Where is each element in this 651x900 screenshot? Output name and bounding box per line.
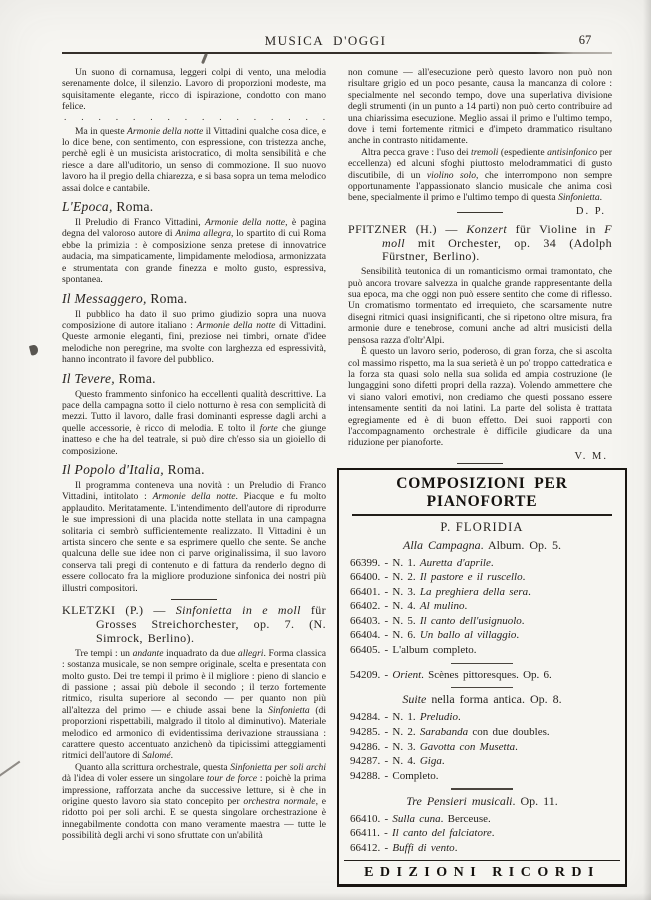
scan-edge-shading (0, 893, 651, 900)
paragraph-pfitzner-1: Sensibilità teutonica di un romanticismo ormai tramontato, che può ancora trovare salvezza in qualche grande rappresentante della sua epoca, ma che oggi non può essere sentito che come di riflesso. Un cromatismo tormentato ed irrequieto, che scarsamente nutre disegni ritmici quasi insignificanti, che si ripetono oltre misura, fra armonie dure e tenebrose, comuni anche ad altri musicisti della pensosa razza d'oltr'Alpi. (348, 266, 612, 346)
paragraph-messaggero: Il pubblico ha dato il suo primo giudizio sopra una nuova composizione di autore italiano : Armonie della notte di Vittadini. Queste armonie eleganti, fini, preziose nei timbri, ornate d'idee melodiche non peregrine, ma svolte con larghezza ed espressività, hanno incontrato il favore del pubblico. (62, 308, 327, 366)
ad-album-heading: Alla Campagna. Album. Op. 5. (402, 537, 561, 552)
left-column (62, 67, 326, 842)
ad-divider-rule (451, 687, 513, 688)
catalog-item: 94285. - N. 2. Sarabanda con due doubles. (350, 726, 550, 739)
catalog-item: 94286. - N. 3. Gavotta con Musetta. (350, 740, 518, 753)
advertisement-box (337, 468, 627, 887)
paragraph-kletzki-1: Tre tempi : un andante inquadrato da due allegri. Forma classica : sostanza musicale, se non sempre originale, scelta e presentata con molto gusto. Dei tre tempi il primo è il migliore : pieno di slancio e di passione ; assai più debole il secondo ; il terzo fortemente ritmico, risulta superiore al secondo — per quanto non più all'altezza del primo — e chiude assai bene la Sinfonietta (di proporzioni rispettabili, malgrado il titolo al diminutivo). Materiale melodico ed armonico di evidentissima derivazione straussiana : carattere questo accentuato anzichenò da tipicissimi atteggiamenti ritmici dell'autore di Salomé. (62, 647, 326, 762)
section-heading-messaggero: Il Messaggero, Roma. (62, 290, 188, 306)
reviewer-initials-dp: D. P. (575, 205, 606, 217)
journal-title: MUSICA D'OGGI (264, 33, 387, 48)
publisher-name: EDIZIONI RICORDI (344, 860, 620, 884)
scan-edge-shading (643, 0, 651, 900)
reviewer-initials-vm: V. M. (574, 450, 608, 462)
catalog-item: 94288. - Completo. (350, 769, 439, 782)
catalog-item: 66411. - Il canto del falciatore. (350, 827, 495, 840)
catalog-item: 54209. - Orient. Scènes pittoresques. Op. 6. (350, 668, 552, 681)
section-heading-popolo: Il Popolo d'Italia, Roma. (62, 461, 205, 477)
catalog-item: 66404. - N. 6. Un ballo al villaggio. (350, 629, 520, 642)
catalog-item: 66403. - N. 5. Il canto dell'usignuolo. (350, 614, 525, 627)
section-heading-tevere: Il Tevere, Roma. (62, 370, 156, 386)
ad-divider-rule (451, 788, 513, 789)
ad-title: COMPOSIZIONI PER PIANOFORTE (396, 475, 568, 510)
right-column (348, 67, 612, 468)
paragraph-ma-in-queste: Ma in queste Armonie della notte il Vittadini qualche cosa dice, e lo dice bene, con sentimento, con espressione, con tristezza anche, perchè egli è un musicista aristocratico, di molta sensibilità e che riesce a dare all'uditorio, un senso di commozione. Il suo nuovo lavoro ha il pregio della chiarezza, e si basa sopra un tema melodico assai dolce e cantabile. (62, 125, 327, 194)
section-heading-epoca: L'Epoca, Roma. (62, 199, 154, 215)
review-heading-pfitzner: PFITZNER (H.) — Konzert für Violine in F moll mit Orchester, op. 34 (Adolph Fürstner, Berlino). (348, 221, 612, 264)
catalog-item: 94287. - N. 4. Giga. (350, 755, 445, 768)
paragraph-tevere: Questo frammento sinfonico ha eccellenti qualità descrittive. La pace della campagna sotto il cielo notturno è resa con semplicità di mezzi. Tutto il lavoro, dalle frasi dominanti espresse dagli archi a quelle accessorie, è ricco di melodia. E tolto il forte che giunge inatteso e che ha del teatrale, si può dire ch'esso sia un gioiello di composizione. (62, 388, 326, 457)
ink-mark (29, 344, 39, 356)
dotted-separator: . . . . . . . . . . . . . . . . (64, 112, 326, 123)
page-number: 67 (578, 33, 592, 47)
catalog-item: 66412. - Buffi di vento. (350, 841, 458, 854)
catalog-item: 66399. - N. 1. Auretta d'aprile. (350, 556, 494, 569)
paragraph-kletzki-continuation: non comune — all'esecuzione però questo lavoro non può non risultare grigio ed un poco pesante, causa la mancanza di colore : specialmente nel secondo tempo, dove una superlativa divisione degli strumenti (in un punto a 14 parti) non può certo contribuire ad una chiarissima esecuzione. Meglio assai il primo e l'ultimo tempo, dove i temi fortemente ritmici e d'impeto drammatico risultano anche in contrasto nitidamente. (348, 67, 612, 147)
section-divider-rule (457, 212, 503, 213)
ad-pensieri-heading: Tre Pensieri musicali. Op. 11. (406, 793, 558, 808)
header-rule (62, 52, 612, 54)
ink-mark (201, 53, 208, 64)
ad-composer-name: P. FLORIDIA (440, 519, 524, 534)
catalog-item: 66405. - L'album completo. (350, 644, 477, 657)
paragraph-pfitzner-2: È questo un lavoro serio, poderoso, di gran forza, che si ascolta col massimo rispetto, ma la sua serietà è un po' troppo cattedratica e la forza sta quasi solo nella sua solida ed ampia costruzione (le lungaggini sono difetti propri della razza). Volendo ammettere che vi siano valori emotivi, non crediamo che questi possano essere intensamente sentiti da noi latini. La parte del solista è trattata egregiamente ed è di buon effetto. Dei suoi rapporti con l'accompagnamento orchestrale è difficile giudicare da una riduzione per pianoforte. (348, 346, 612, 449)
paragraph-popolo: Il programma conteneva una novità : un Preludio di Franco Vittadini, intitolato : Armonie della notte. Piacque e fu molto applaudito. Meritatamente. L'intendimento dell'autore di riprodurre le sue impressioni di una placida notte stellata in una campagna solitaria ci sembrò sufficientemente realizzato. Il Vittadini è un artista sincero che sente e sa esprimere quello che sente. Se anche qualcuna delle sue idee non ci parve originalissima, il suo lavoro conserva tali pregi di contenuto e di fattura da renderlo degno di essere collocato fra la migliore produzione sinfonica dei nostri più illustri compositori. (62, 479, 327, 594)
paragraph-intro: Un suono di cornamusa, leggeri colpi di vento, una melodia serenamente dolce, il silenzio. Lavoro di proporzioni modeste, ma squisitamente elegante, ricco di ispirazione, condotto con mano felice. (62, 67, 326, 113)
catalog-item: 66402. - N. 4. Al mulino. (350, 600, 468, 613)
catalog-item: 94284. - N. 1. Preludio. (350, 711, 461, 724)
section-divider-rule (457, 463, 503, 464)
ink-mark (0, 761, 20, 777)
paragraph-kletzki-2: Quanto alla scrittura orchestrale, questa Sinfonietta per soli archi dà l'idea di voler essere un singolare tour de force : poichè la prima impressione, rafforzata anche da successive letture, si è che in origine questo lavoro sia stato concepito per orchestra normale, e ridotto poi per soli archi. E se questa singolare orchestrazione è innegabilmente condotta con mano veramente maestra — tutte le possibilità degli archi vi sono sfruttate con un'abilità (62, 761, 326, 842)
review-heading-kletzki: KLETZKI (P.) — Sinfonietta in e moll für Grosses Streichorchester, op. 7. (N. Simrock, Berlino). (62, 603, 327, 645)
paragraph-epoca: Il Preludio di Franco Vittadini, Armonie della notte, è pagina degna del valoroso autore di Anima allegra, lo spartito di cui Roma ebbe la primizia : è composizione senza pretese di innovatrice audacia, ma simpaticamente, limpidamente melodiosa, armonizzata e strumentata con grande finezza e molto gusto, espressiva, spontanea. (62, 217, 327, 286)
ad-title-rule (352, 514, 611, 516)
ad-suite-heading: Suite nella forma antica. Op. 8. (402, 692, 562, 707)
catalog-item: 66400. - N. 2. Il pastore e il ruscello. (350, 571, 526, 584)
catalog-item: 66401. - N. 3. La preghiera della sera. (350, 585, 531, 598)
catalog-item: 66410. - Sulla cuna. Berceuse. (350, 812, 491, 825)
paragraph-altra-pecca: Altra pecca grave : l'uso dei tremoli (espediente antisinfonico per eccellenza) ed alcuni sfoghi piuttosto melodrammatici di gusto discutibile, di un violino solo, che interrompono non sempre opportunamente l'appassionato slancio musicale che anima così bene, specialmente il primo e l'ultimo tempo di questa Sinfonietta. (348, 146, 612, 204)
ad-divider-rule (451, 663, 513, 664)
section-divider-rule (171, 599, 217, 600)
reviewer-signature-row (348, 206, 612, 219)
